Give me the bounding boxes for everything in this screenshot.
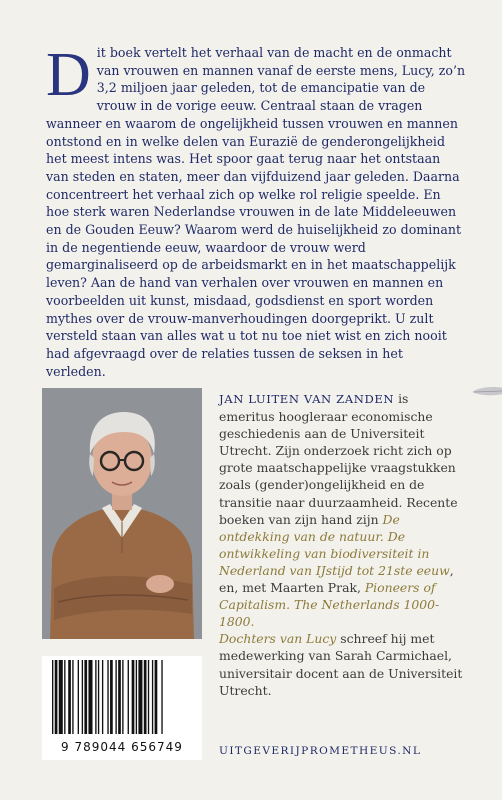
back-cover-blurb	[46, 41, 466, 380]
feather-icon	[470, 383, 502, 399]
bio-text-2: , en, met Maarten Prak,	[219, 562, 454, 596]
barcode-bars	[42, 656, 202, 740]
drop-cap: D	[46, 41, 91, 109]
author-photo	[42, 388, 202, 639]
author-bio	[219, 390, 467, 699]
blurb-text: it boek vertelt het verhaal van de macht en de onmacht van vrouwen en mannen vanaf de eerste mens, Lucy, zo’n 3,2 miljoen jaar geleden, tot de emancipatie van de vrouw in de vorige eeuw. Centraal staan de vragen wanneer en waarom de ongelijkheid tussen vrouwen en mannen ontstond en in welke delen van Eurazië de genderongelijkheid het meest intens was. Het spoor gaat terug naar het ontstaan van steden en staten, meer dan vijfduizend jaar geleden. Daarna concentreert het verhaal zich op welke rol religie speelde. En hoe sterk waren Nederlandse vrouwen in de late Middeleeuwen en de Gouden Eeuw? Waarom werd de huiselijkheid zo dominant in de negentiende eeuw, waardoor de vrouw werd gemarginaliseerd op de arbeidsmarkt en in het maatschappelijk leven? Aan de hand van verhalen over vrouwen en mannen en voorbeelden uit kunst, misdaad, godsdienst en sport worden mythes over de vrouw-manverhoudingen doorgeprikt. U zult versteld staan van alles wat u tot nu toe niet wist en zich nooit had afgevraagd over de relaties tussen de seksen in het verleden.	[46, 45, 466, 379]
bio-text-3: schreef hij met medewerking van Sarah Carmichael, universitair docent aan de Universiteit Utrecht.	[219, 631, 463, 698]
isbn-barcode	[42, 656, 202, 760]
bio-text-1: is emeritus hoogleraar economische geschiedenis aan de Universiteit Utrecht. Zijn onderzoek richt zich op grote maatschappelijke vraagstukken zoals (gender)ongelijkheid en de transitie naar duurzaamheid. Recente boeken van zijn hand zijn	[219, 391, 458, 527]
isbn-digits: 9 789044 656749	[61, 740, 183, 754]
book-title-3: Dochters van Lucy	[219, 631, 337, 647]
author-name: JAN LUITEN VAN ZANDEN	[219, 392, 395, 406]
book-title-1: De ontdekking van de natuur. De ontwikkeling van biodiversiteit in Nederland van IJstijd tot 21ste eeuw	[219, 511, 450, 578]
publisher-url: UITGEVERIJPROMETHEUS.NL	[219, 745, 422, 757]
book-title-2: Pioneers of Capitalism. The Netherlands 1000-1800.	[219, 580, 440, 630]
